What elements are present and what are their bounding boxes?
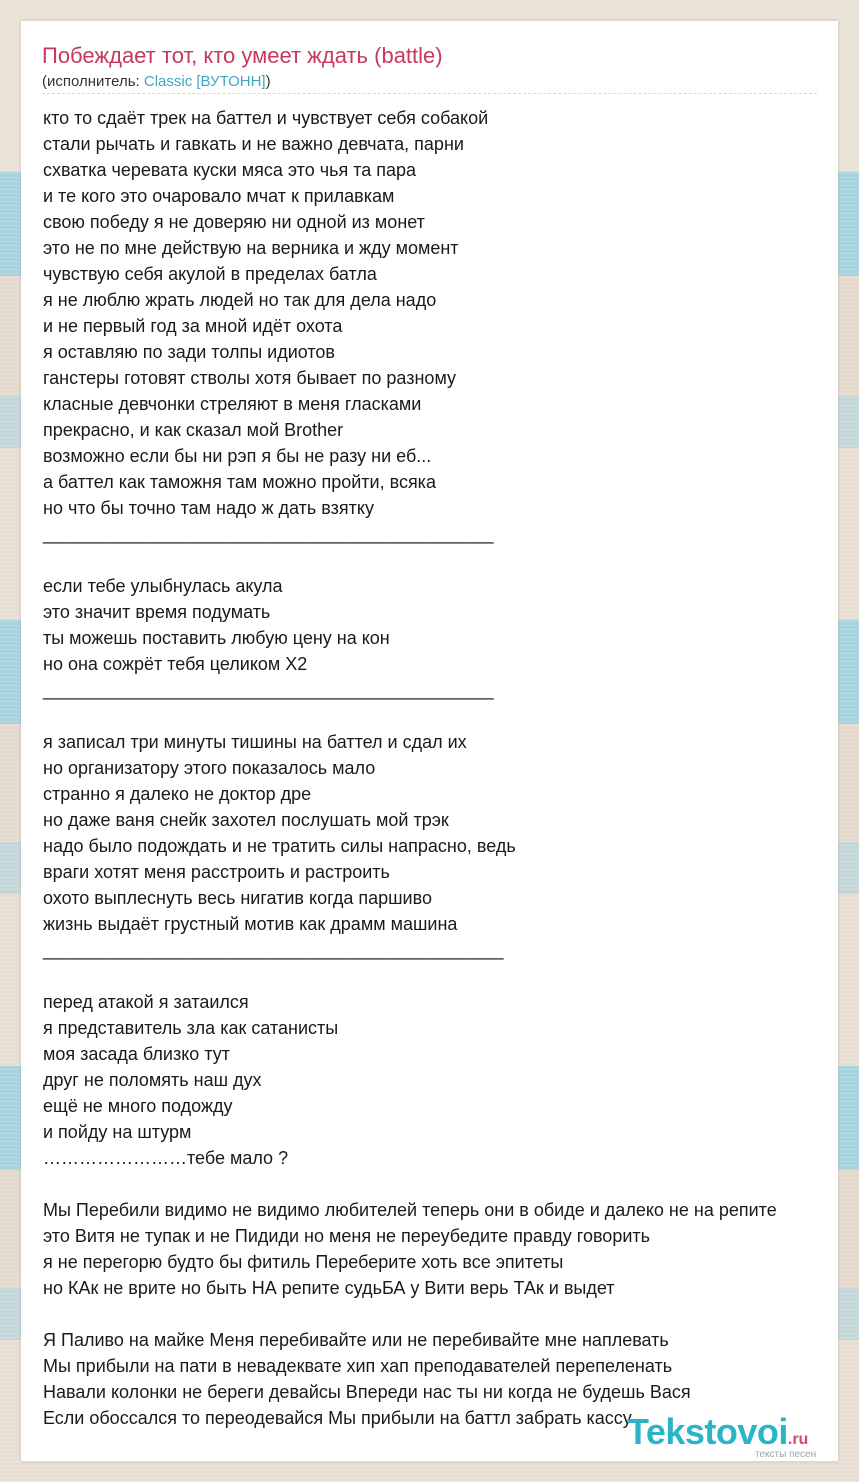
lyrics-line: Я Паливо на майке Меня перебивайте или не перебивайте мне наплевать — [43, 1330, 669, 1350]
lyrics-line: кто то сдаёт трек на баттел и чувствует себя собакой — [43, 108, 489, 128]
lyrics-line: ещё не много подожду — [43, 1096, 233, 1116]
lyrics-line: Мы Перебили видимо не видимо любителей теперь они в обиде и далеко не на репите — [43, 1200, 777, 1220]
lyrics-blank-line — [43, 703, 838, 729]
logo-tld: .ru — [787, 1431, 809, 1448]
lyrics-line: но что бы точно там надо ж дать взятку — [43, 498, 374, 518]
lyrics-line: ганстеры готовят стволы хотя бывает по разному — [43, 368, 457, 388]
lyrics-line: ты можешь поставить любую цену на кон — [43, 628, 390, 648]
lyrics-line: охото выплеснуть весь нигатив когда паршиво — [43, 888, 432, 908]
artist-link[interactable]: Classic [ВУТОНН] — [143, 73, 266, 90]
logo-main-text: Tekstovoi — [627, 1411, 788, 1452]
song-title: Побеждает тот, кто умеет ждать (battle) — [42, 43, 443, 68]
lyrics-line: и пойду на штурм — [43, 1122, 192, 1142]
lyrics-line: но даже ваня снейк захотел послушать мой трэк — [43, 810, 449, 830]
lyrics-line: возможно если бы ни рэп я бы не разу ни еб... — [43, 446, 432, 466]
lyrics-line: но организатору этого показалось мало — [43, 758, 376, 778]
lyrics-line: схватка черевата куски мяса это чья та пара — [43, 160, 417, 180]
lyrics-line: и те кого это очаровало мчат к прилавкам — [43, 186, 395, 206]
lyrics-blank-line — [43, 1171, 838, 1197]
lyrics-line: но она сожрёт тебя целиком Х2 — [43, 654, 308, 674]
artist-prefix: (исполнитель: — [42, 73, 144, 90]
lyrics-line: я не люблю жрать людей но так для дела надо — [43, 290, 437, 310]
lyrics-line: а баттел как таможня там можно пройти, всяка — [43, 472, 436, 492]
lyrics-line: ……………………тебе мало ? — [43, 1148, 289, 1168]
artist-suffix: ) — [265, 73, 271, 90]
lyrics-line: свою победу я не доверяю ни одной из монет — [43, 212, 425, 232]
lyrics-line: класные девчонки стреляют в меня гласками — [43, 394, 422, 414]
lyrics-line: это значит время подумать — [43, 602, 271, 622]
lyrics-line: жизнь выдаёт грустный мотив как драмм машина — [43, 914, 458, 934]
lyrics-line: _____________________________________________ — [43, 524, 494, 544]
lyrics-line: это не по мне действую на верника и жду момент — [43, 238, 459, 258]
lyrics-line: Мы прибыли на пати в невадеквате хип хап преподавателей перепеленать — [43, 1356, 673, 1376]
lyrics-line: надо было подождать и не тратить силы напрасно, ведь — [43, 836, 516, 856]
lyrics-blank-line — [43, 963, 838, 989]
lyrics-line: и не первый год за мной идёт охота — [43, 316, 343, 336]
lyrics-line: стали рычать и гавкать и не важно девчата, парни — [43, 134, 464, 154]
lyrics-line: я оставляю по зади толпы идиотов — [43, 342, 335, 362]
lyrics-line: ______________________________________________ — [43, 940, 504, 960]
lyrics-line: если тебе улыбнулась акула — [43, 576, 283, 596]
lyrics-line: враги хотят меня расстроить и растроить — [43, 862, 390, 882]
lyrics-line: Навали колонки не береги девайсы Впереди нас ты ни когда не будешь Вася — [43, 1382, 691, 1402]
lyrics-line: это Витя не тупак и не Пидиди но меня не переубедите правду говорить — [43, 1226, 651, 1246]
lyrics-line: Если обоссался то переодевайся Мы прибыли на баттл забрать кассу — [43, 1408, 632, 1428]
artist-line — [42, 73, 271, 91]
lyrics-line: перед атакой я затаился — [43, 992, 249, 1012]
logo-subtitle: тексты песен — [755, 1449, 817, 1460]
lyrics-blank-line — [43, 547, 838, 573]
lyrics-line: моя засада близко тут — [43, 1044, 231, 1064]
lyrics-line: странно я далеко не доктор дре — [43, 784, 312, 804]
lyrics-blank-line — [43, 1301, 838, 1327]
dotted-divider — [42, 93, 817, 94]
lyrics-line: я записал три минуты тишины на баттел и сдал их — [43, 732, 467, 752]
lyrics-line: но КАк не врите но быть НА репите судьБА у Вити верь ТАк и выдет — [43, 1278, 615, 1298]
lyrics-line: я не перегорю будто бы фитиль Переберите хоть все эпитеты — [43, 1252, 564, 1272]
lyrics-card — [21, 21, 838, 1461]
lyrics-line: прекрасно, и как сказал мой Brother — [43, 420, 344, 440]
lyrics-line: друг не поломять наш дух — [43, 1070, 262, 1090]
lyrics-line: чувствую себя акулой в пределах батла — [43, 264, 377, 284]
lyrics-line: _____________________________________________ — [43, 680, 494, 700]
lyrics-text — [43, 105, 838, 1431]
lyrics-line: я представитель зла как сатанисты — [43, 1018, 339, 1038]
site-logo[interactable] — [627, 1411, 837, 1460]
